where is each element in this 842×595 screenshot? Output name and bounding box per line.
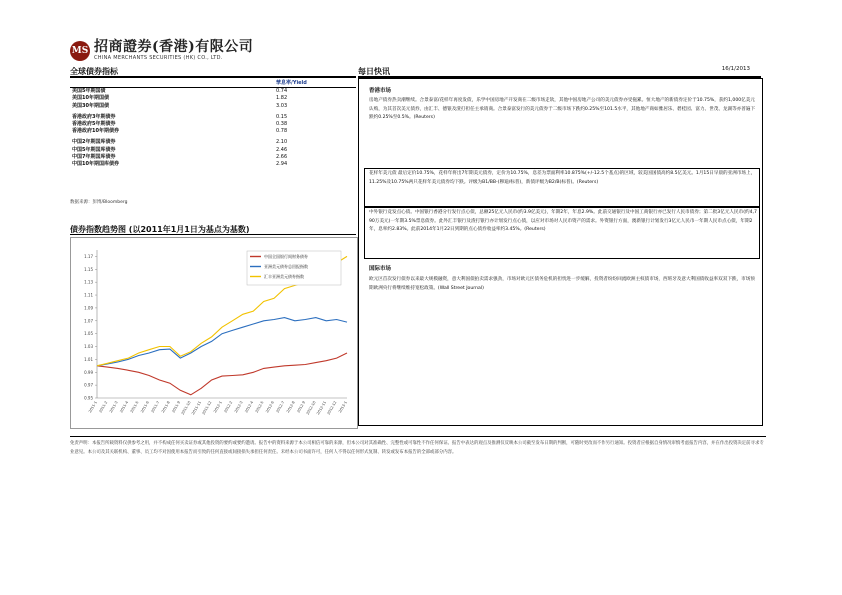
logo-company-name: 招商證券(香港)有限公司 bbox=[94, 39, 254, 55]
yield-value: 2.10 bbox=[276, 139, 288, 146]
table-row bbox=[70, 103, 356, 110]
news-paragraph-4: 欧元区首次发行债券以来最大规模融资，意大利国债拍卖需求强劲，市场对欧元区债务危机的担忧进一步缓解，投资者纷纷回流欧洲主权债市场，西班牙及意大利国债收益率双双下跌，市场预期欧洲央行将继续维持宽松政策。(Wall Street Journal) bbox=[369, 277, 755, 291]
y-tick-label: 1.03 bbox=[84, 344, 93, 350]
x-tick-label: 2012-1 bbox=[213, 400, 223, 414]
x-tick-label: 2011-7 bbox=[150, 400, 161, 414]
table-row bbox=[70, 88, 356, 96]
y-tick-label: 1.15 bbox=[84, 266, 93, 272]
indicators-rule bbox=[70, 76, 356, 78]
x-tick-label: 2011-6 bbox=[140, 400, 150, 414]
yield-label: 美国5年期国债 bbox=[72, 88, 106, 95]
y-tick-label: 1.05 bbox=[84, 331, 93, 337]
bond-index-chart bbox=[70, 237, 358, 429]
yield-value: 3.03 bbox=[276, 102, 288, 109]
series-line-2 bbox=[97, 318, 347, 366]
legend-entry: 中国全国银行间财务债券 bbox=[264, 254, 308, 259]
yield-value: 2.94 bbox=[276, 161, 288, 168]
y-tick-label: 1.01 bbox=[84, 356, 93, 362]
x-tick-label: 2012-2 bbox=[223, 400, 234, 414]
x-tick-label: 2011-12 bbox=[201, 400, 213, 416]
yield-label: 美国30年期国债 bbox=[72, 102, 109, 109]
yield-value: 2.46 bbox=[276, 146, 288, 153]
table-row bbox=[70, 154, 356, 161]
y-tick-label: 0.99 bbox=[84, 369, 93, 375]
table-row bbox=[70, 114, 356, 121]
table-row bbox=[70, 161, 356, 168]
news-paragraph-3: 中外银行竞发点心债。中国银行香港分行发行点心债，总额25亿元人民币(约3.9亿美元)，年期2年，年息2.9%。此前交通银行及中国工商银行亦已发行人民币债券；第二批3亿元人民币(约4,790万美元)一年期3.5%票息债券。此外汇丰银行及渣打银行亦计划发行点心债，以应对市场对人民币资产的需求。外资银行方面，澳新银行计划发行3亿元人民币一年期人民币点心债，年期2年，息率约2.83%。此前2014年1月22日到期的点心债券收益率约3.45%。(Reuters) bbox=[369, 210, 757, 233]
x-tick-label: 2012-4 bbox=[244, 400, 255, 414]
news-paragraph-2: 花样年美元债 最后定价10.75%，花样年将出7年期美元债券，定价为10.75%，息差为票面利率10.875%(+/-12.5个基点)的区域，较美国国债高约8.5亿美元。1月15日早晨的亚洲市场上，11.25%及10.75%两只花样年美元债券均下跌。评级为B1/BB-(穆迪/标普)，新债评级为B2/B(标普)。(Reuters) bbox=[369, 171, 756, 185]
yield-label: 香港政府5年期债券 bbox=[72, 121, 116, 128]
intl-market-heading: 国际市场 bbox=[369, 266, 392, 272]
y-tick-label: 1.09 bbox=[84, 305, 93, 311]
y-tick-label: 1.07 bbox=[84, 318, 93, 324]
yield-label: 中国10年期国库债券 bbox=[72, 161, 119, 168]
yield-label: 美国10年期国债 bbox=[72, 95, 109, 102]
yield-label: 香港政府3年期债券 bbox=[72, 113, 116, 120]
yield-value: 0.78 bbox=[276, 128, 288, 135]
logo-text bbox=[94, 40, 253, 61]
y-tick-label: 1.17 bbox=[84, 253, 93, 259]
x-tick-label: 2012-3 bbox=[233, 400, 244, 414]
y-tick-label: 0.95 bbox=[84, 395, 93, 401]
yield-table bbox=[70, 80, 356, 168]
company-logo bbox=[70, 40, 253, 61]
disclaimer-rule bbox=[70, 436, 766, 437]
x-tick-label: 2013-1 bbox=[338, 400, 348, 414]
yield-header: 孳息率/Yield bbox=[276, 80, 356, 88]
series-line-1 bbox=[97, 353, 347, 395]
legend-entry: 亚洲美元债券总回报指数 bbox=[264, 264, 308, 269]
x-tick-label: 2011-2 bbox=[98, 400, 109, 414]
legend-entry: 汇丰亚洲美元债券指数 bbox=[264, 274, 304, 279]
news-title: 每日快讯 bbox=[358, 67, 390, 76]
x-tick-label: 2011-11 bbox=[191, 400, 203, 416]
y-tick-label: 0.97 bbox=[84, 382, 93, 388]
x-tick-label: 2012-12 bbox=[326, 400, 338, 416]
yield-label: 中国5年期国库债券 bbox=[72, 146, 116, 153]
chart-svg bbox=[71, 238, 357, 428]
yield-value: 0.15 bbox=[276, 113, 288, 120]
table-row bbox=[70, 128, 356, 135]
disclaimer: 免责声明：本报告所载资料仅供参考之用，并不构成任何买卖证券或其他投资的要约或要约邀请。报告中的资料来源于本公司相信可靠的来源，但本公司对其准确性、完整性或可靠性不作任何保证。报告中表达的观点及推测仅反映本公司截至发布日期的判断，可随时更改而不作另行通知。投资者应根据自身情况审慎考虑报告内容，并在作出投资决定前寻求专业意见。本公司及其关联机构、董事、员工均不对因使用本报告而引致的任何直接或间接损失承担任何责任。未经本公司书面许可，任何人不得以任何形式复制、转发或发布本报告的全部或部分内容。 bbox=[70, 441, 764, 455]
x-tick-label: 2011-1 bbox=[88, 400, 98, 414]
yield-value: 0.38 bbox=[276, 121, 288, 128]
x-tick-label: 2011-10 bbox=[180, 400, 192, 416]
news-paragraph-1: 房地产债券热卖潮继续。合景泰富/花样年再度发债，乐学中国房地产开发商在二级市场走软，其他中国房地产公司的美元债券亦受拖累。恒大地产的新债券定价于10.75%，获约1,000亿美元认购，为其首次美元债券，由汇丰、德银及渣打担任主承销商。合景泰富发行的美元债券于二级市场下跌约0.25%至101.5水平，其他地产商如雅居乐、碧桂园、富力、世茂、龙湖等亦普遍下跌约0.25%至0.5%。(Reuters) bbox=[369, 98, 756, 121]
chart-rule bbox=[70, 234, 356, 235]
x-tick-label: 2012-5 bbox=[254, 400, 265, 414]
yield-label: 香港政府10年期债券 bbox=[72, 128, 119, 135]
yield-header-label bbox=[70, 80, 276, 88]
x-tick-label: 2012-11 bbox=[316, 400, 328, 416]
table-row bbox=[70, 139, 356, 146]
x-tick-label: 2011-3 bbox=[108, 400, 119, 414]
x-tick-label: 2012-8 bbox=[285, 400, 296, 414]
table-row bbox=[70, 147, 356, 154]
yield-label: 中国7年期国库债券 bbox=[72, 153, 116, 160]
hk-market-heading: 香港市场 bbox=[369, 88, 392, 94]
x-tick-label: 2012-6 bbox=[265, 400, 275, 414]
yield-value: 2.66 bbox=[276, 153, 288, 160]
y-tick-label: 1.11 bbox=[84, 292, 93, 298]
news-date: 16/1/2013 bbox=[721, 66, 750, 72]
x-tick-label: 2012-7 bbox=[275, 400, 286, 414]
yield-value: 0.74 bbox=[276, 88, 288, 95]
x-tick-label: 2012-9 bbox=[296, 400, 307, 414]
indicators-title: 全球债券指标 bbox=[70, 67, 118, 76]
data-source: 数据来源：彭博/Bloomberg bbox=[70, 200, 128, 205]
x-tick-label: 2011-5 bbox=[129, 400, 140, 414]
y-tick-label: 1.13 bbox=[84, 279, 93, 285]
logo-mark: MS bbox=[70, 41, 90, 61]
x-tick-label: 2011-9 bbox=[171, 400, 182, 414]
x-tick-label: 2012-10 bbox=[305, 400, 317, 416]
yield-label: 中国2年期国库债券 bbox=[72, 139, 116, 146]
x-tick-label: 2011-4 bbox=[119, 400, 130, 414]
logo-company-name-en: CHINA MERCHANTS SECURITIES (HK) CO., LTD. bbox=[94, 55, 223, 61]
x-tick-label: 2011-8 bbox=[160, 400, 171, 414]
chart-title: 债券指数趋势图 (以2011年1月1日为基点为基数) bbox=[70, 225, 250, 234]
table-row bbox=[70, 95, 356, 102]
yield-value: 1.82 bbox=[276, 95, 288, 102]
